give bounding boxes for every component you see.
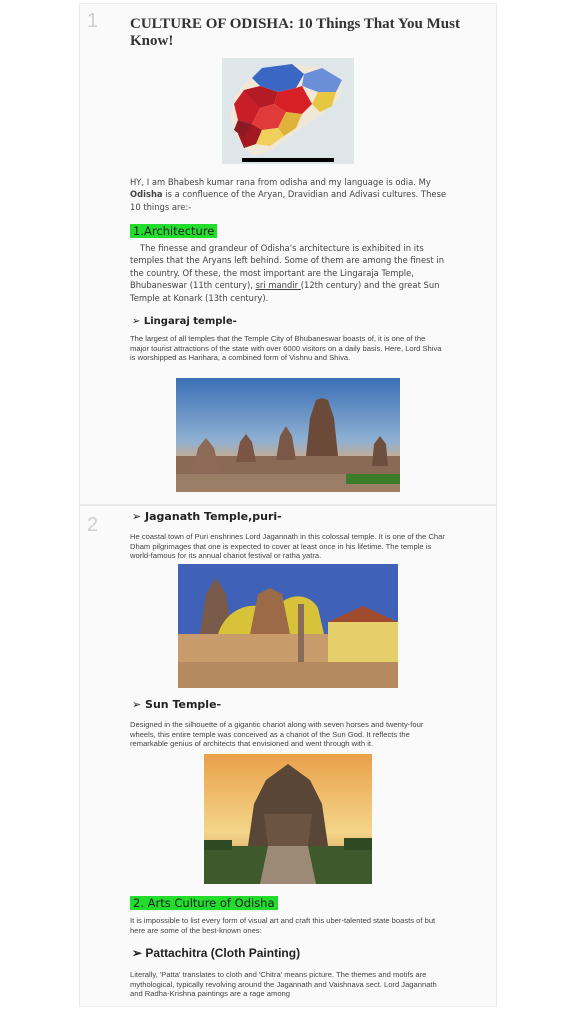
intro-paragraph xyxy=(130,176,448,213)
sun-temple-heading: ➢ Sun Temple- xyxy=(132,698,222,711)
lingaraj-temple-image xyxy=(176,378,400,492)
section-heading-arts: 2. Arts Culture of Odisha xyxy=(130,896,278,910)
section-heading-architecture: 1.Architecture xyxy=(130,224,217,238)
sun-temple-paragraph: Designed in the silhouette of a gigantic chariot along with seven horses and twenty-four wheels, this entire temple was conceived as a chariot of the Sun God. It reflects the remarkable genius of architects that envisioned and went through with it. xyxy=(130,720,424,749)
jaganath-paragraph: He coastal town of Puri enshrines Lord Jagannath in this colossal temple. It is one of the Char Dham pilgrimages that one is expected to cover at least once in his lifetime. The temple is world-famous for its annual chariot festival or ratha yatra. xyxy=(130,532,445,561)
intro-text-bold: Odisha xyxy=(130,189,163,200)
intro-text-1: HY, I am Bhabesh kumar rana from odisha and my language is odia. My xyxy=(130,177,431,187)
document-page-2 xyxy=(80,506,496,1006)
odisha-map-image xyxy=(222,58,354,164)
document-page-1 xyxy=(80,4,496,504)
page-number: 2 xyxy=(87,514,99,536)
lingaraj-paragraph: The largest of all temples that the Temple City of Bhubaneswar boasts of, it is one of the major tourist attractions of the state with over 6000 visitors on a daily basis. Here, Lord Shiva is worshipped as Harihara, a combined form of Vishnu and Shiva. xyxy=(130,334,442,363)
pattachitra-heading: ➢ Pattachitra (Cloth Painting) xyxy=(132,946,301,960)
jaganath-heading: ➢ Jaganath Temple,puri- xyxy=(132,510,282,523)
architecture-text-1: The finesse and grandeur of Odisha's architecture is exhibited in its temples that the Aryans left behind. Some of them are among the finest in the country. Of these, the most important are the Lingaraja Temple, Bhubaneswar (11th century), xyxy=(130,243,445,291)
jagannath-temple-image xyxy=(178,564,398,688)
document-title: CULTURE OF ODISHA: 10 Things That You Must Know! xyxy=(130,16,460,49)
arts-paragraph: It is impossible to list every form of visual art and craft this uber-talented state boasts of but here are some of the best-known ones: xyxy=(130,916,436,935)
sri-mandir-link[interactable]: sri mandir xyxy=(255,280,301,291)
page-number: 1 xyxy=(87,10,99,32)
sun-temple-image xyxy=(204,754,372,884)
lingaraj-heading: ➢ Lingaraj temple- xyxy=(132,316,237,327)
architecture-paragraph xyxy=(130,242,450,304)
pattachitra-paragraph: Literally, 'Patta' translates to cloth and 'Chitra' means picture. The themes and motifs are mythological, typically revolving around the Jagannath and Vaishnava sect. Lord Jagannath and Radha-Krishna paintings are a rage among xyxy=(130,970,437,999)
architecture-text-2: (12th century) and the great Sun Temple at Konark (13th century). xyxy=(130,280,440,303)
intro-text-2: is a confluence of the Aryan, Dravidian and Adivasi cultures. These 10 things are:- xyxy=(130,189,447,212)
